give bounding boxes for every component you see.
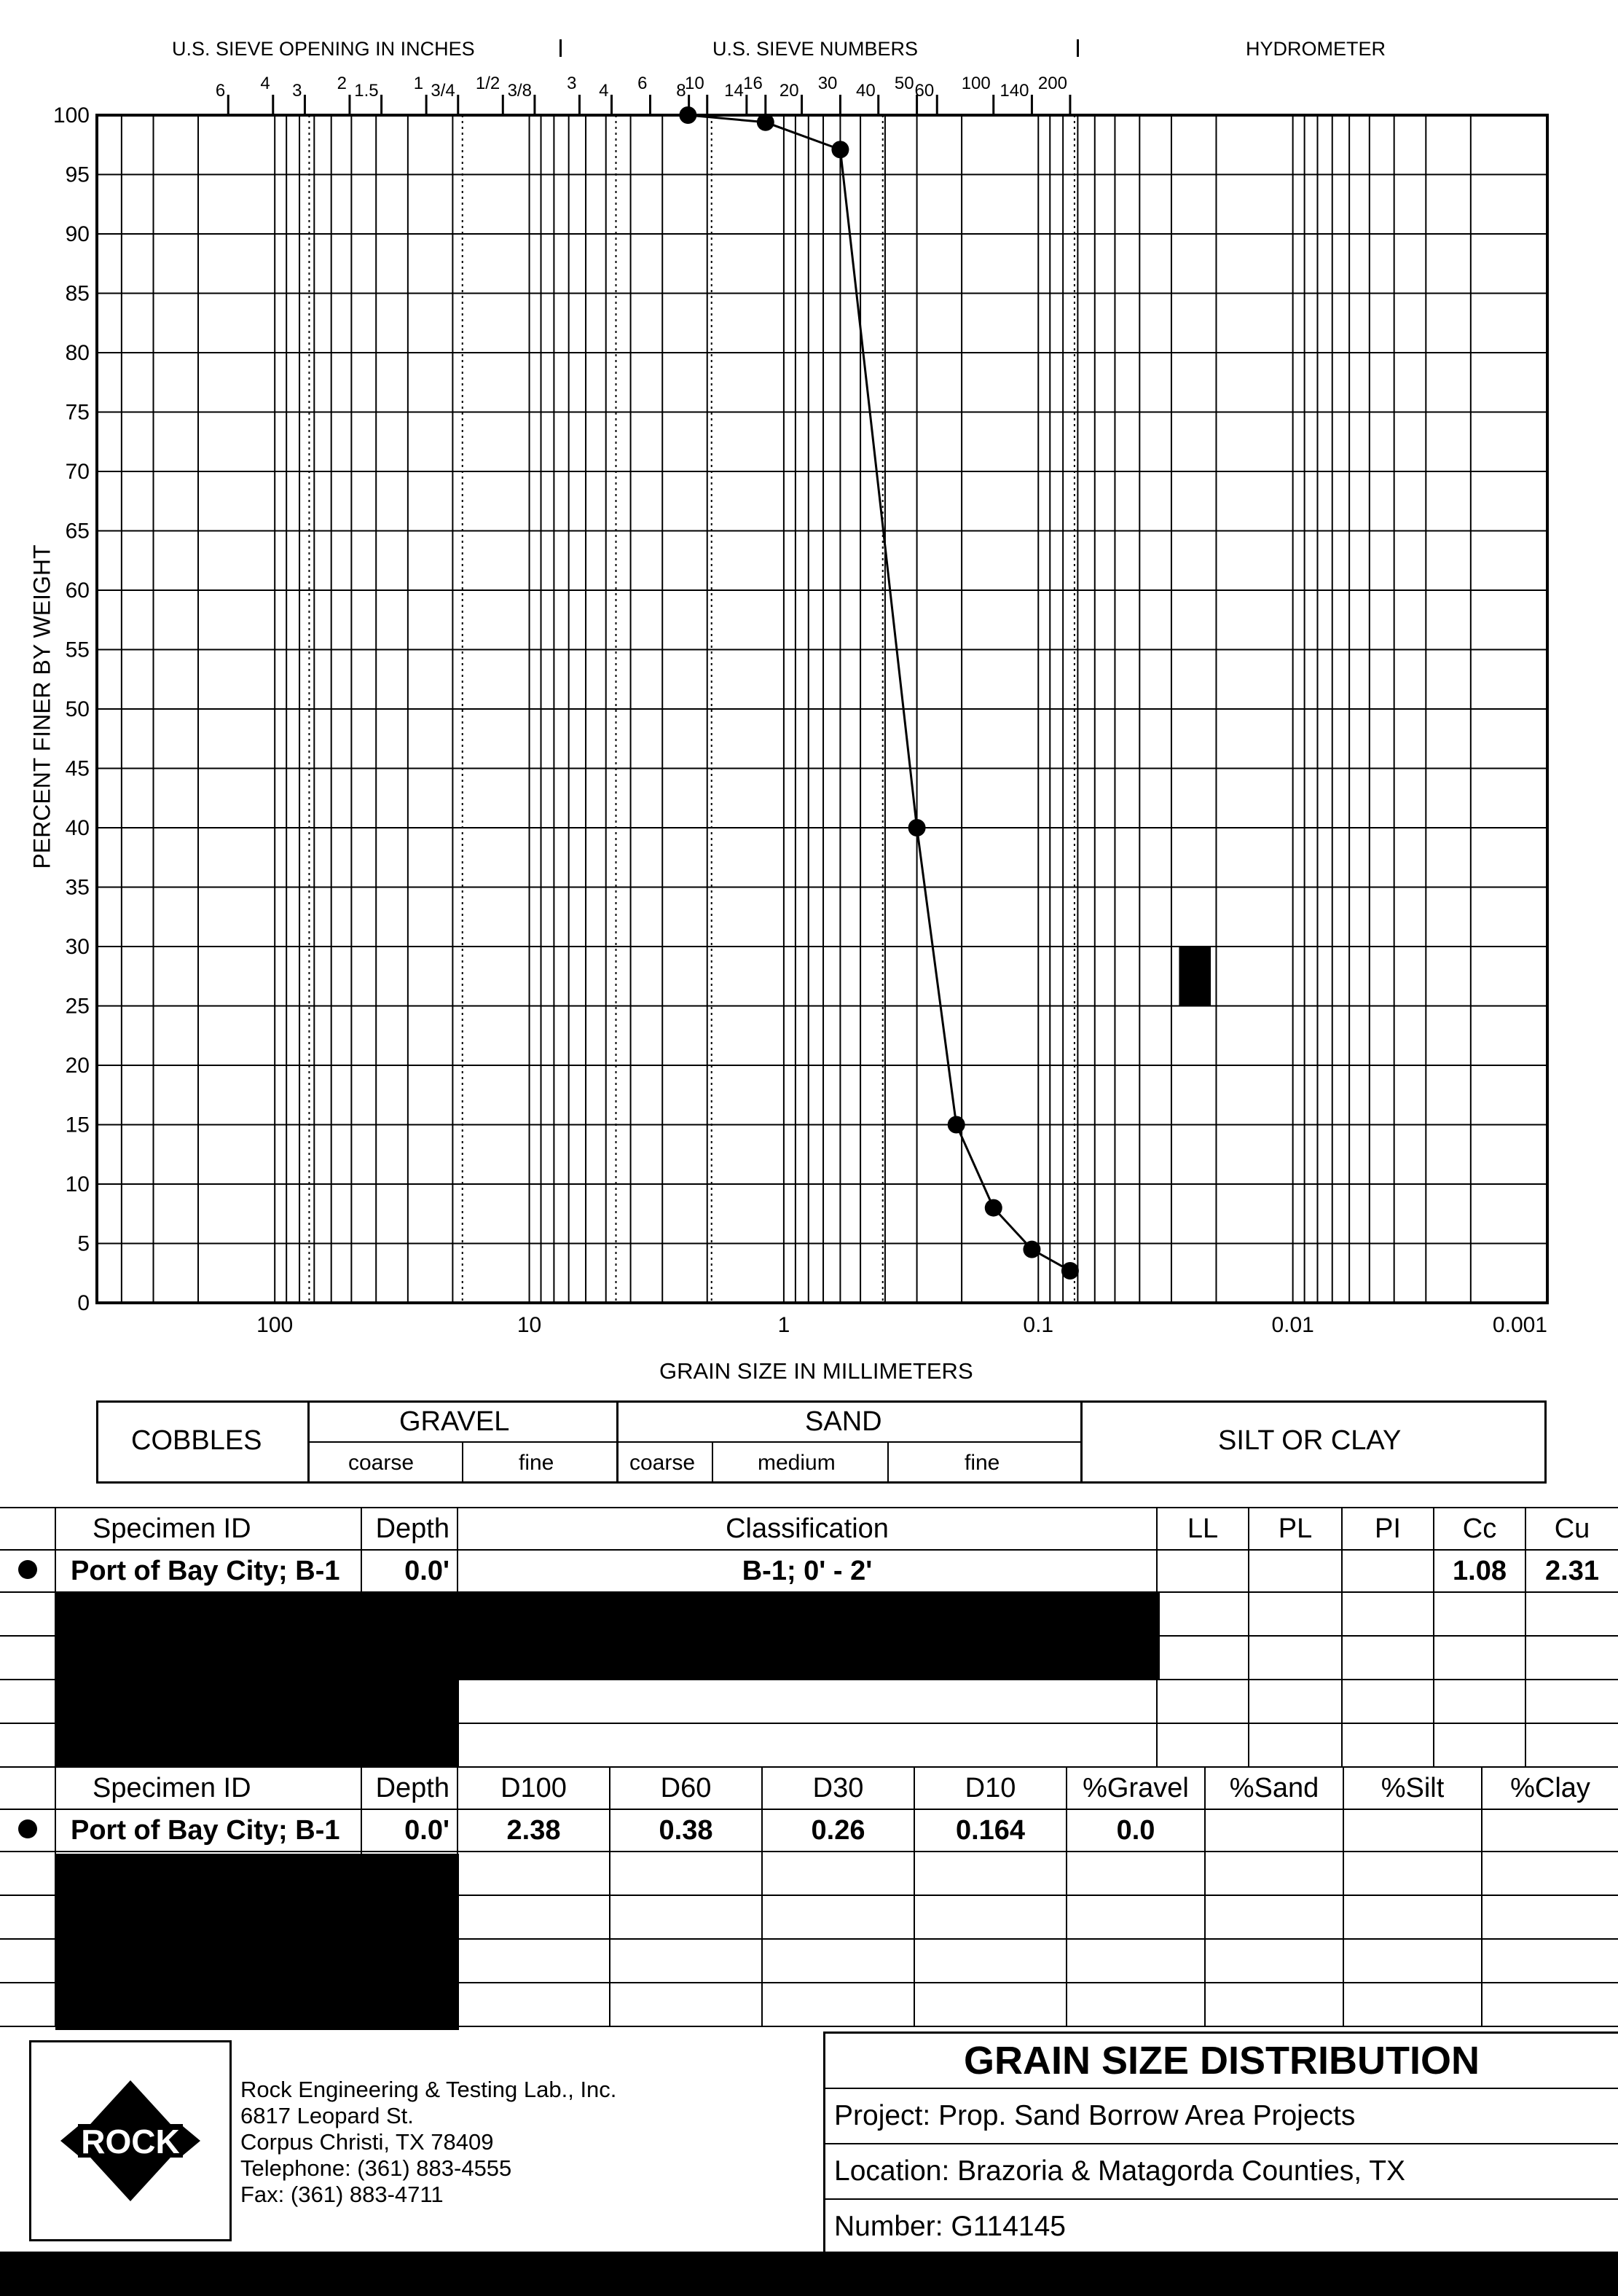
soil-gravel-coarse: coarse	[348, 1451, 415, 1475]
y-tick-label: 90	[65, 222, 90, 246]
sieve-tick-label: 100	[961, 74, 991, 93]
data-point	[1023, 1241, 1040, 1258]
data-point	[679, 106, 696, 124]
redaction-block	[55, 1854, 459, 2030]
sieve-tick-label: 30	[817, 74, 838, 93]
soil-cobbles-label: COBBLES	[131, 1425, 262, 1456]
y-tick-label: 20	[65, 1054, 90, 1078]
sieve-tick-label: 3	[567, 74, 577, 93]
sieve-tick-label: 16	[743, 74, 763, 93]
col-cc: Cc	[1434, 1508, 1525, 1550]
y-tick-label: 25	[65, 994, 90, 1019]
y-tick-label: 50	[65, 697, 90, 721]
chart-redaction-mark	[1179, 947, 1211, 1006]
specimen-marker-icon	[18, 1560, 37, 1579]
x-tick-label: 1	[777, 1313, 790, 1337]
col-d100: D100	[457, 1767, 610, 1809]
table-row: Port of Bay City; B-1 0.0' B-1; 0' - 2' 1.08 2.31	[0, 1550, 1618, 1592]
sieve-tick-label: 10	[685, 74, 704, 93]
y-tick-label: 0	[77, 1291, 90, 1315]
col-classification: Classification	[457, 1508, 1157, 1550]
company-logo	[31, 2042, 229, 2239]
logo-box	[29, 2040, 232, 2241]
x-tick-label: 10	[517, 1313, 542, 1337]
col-depth: Depth	[361, 1767, 457, 1809]
x-axis-label: GRAIN SIZE IN MILLIMETERS	[659, 1358, 973, 1384]
header-hydrometer: HYDROMETER	[1246, 38, 1386, 60]
title-block	[823, 2031, 1618, 2252]
col-ll: LL	[1157, 1508, 1249, 1550]
y-tick-label: 30	[65, 935, 90, 959]
col-depth: Depth	[361, 1508, 457, 1550]
sieve-tick-label: 3/4	[431, 81, 455, 101]
sieve-tick-label: 4	[599, 81, 609, 101]
y-tick-label: 55	[65, 638, 90, 662]
sieve-tick-label: 4	[260, 74, 270, 93]
y-tick-label: 80	[65, 341, 90, 365]
soil-gravel-label: GRAVEL	[399, 1406, 510, 1437]
y-tick-label: 60	[65, 579, 90, 603]
location-row: Location: Brazoria & Matagorda Counties, TX	[825, 2144, 1618, 2200]
soil-gravel-fine: fine	[519, 1451, 554, 1475]
y-axis-label: PERCENT FINER BY WEIGHT	[28, 544, 55, 869]
svg-text:ROCK: ROCK	[81, 2123, 180, 2160]
soil-silt-clay-label: SILT OR CLAY	[1218, 1425, 1402, 1456]
col-specimen-id: Specimen ID	[55, 1767, 361, 1809]
sieve-tick-label: 50	[894, 74, 914, 93]
redaction-block	[55, 1676, 459, 1766]
col-pct-silt: %Silt	[1343, 1767, 1482, 1809]
sieve-tick-label: 3	[292, 81, 302, 101]
y-tick-label: 95	[65, 162, 90, 187]
col-d10: D10	[914, 1767, 1067, 1809]
x-tick-label: 100	[256, 1313, 294, 1337]
y-tick-label: 100	[52, 103, 90, 128]
redaction-block	[55, 1591, 1160, 1680]
soil-sand-label: SAND	[805, 1406, 882, 1437]
y-tick-label: 45	[65, 756, 90, 781]
col-d60: D60	[610, 1767, 762, 1809]
sieve-tick-label: 3/8	[507, 81, 532, 101]
y-tick-label: 5	[77, 1231, 90, 1256]
sieve-tick-label: 2	[337, 74, 347, 93]
data-point	[985, 1199, 1002, 1217]
y-tick-label: 40	[65, 816, 90, 840]
number-row: Number: G114145	[834, 2211, 1066, 2242]
col-pi: PI	[1342, 1508, 1434, 1550]
y-tick-label: 35	[65, 875, 90, 900]
data-point	[1061, 1262, 1079, 1280]
y-tick-label: 75	[65, 400, 90, 425]
project-row: Project: Prop. Sand Borrow Area Projects	[825, 2089, 1618, 2144]
company-info: Rock Engineering & Testing Lab., Inc. 6817 Leopard St. Corpus Christi, TX 78409 Telephone: (361) 883-4555 Fax: (361) 883-4711	[240, 2077, 617, 2207]
y-tick-label: 15	[65, 1113, 90, 1137]
y-tick-label: 70	[65, 460, 90, 484]
y-tick-label: 65	[65, 519, 90, 544]
data-point	[831, 141, 849, 158]
sieve-tick-label: 200	[1037, 74, 1067, 93]
sieve-tick-label: 140	[1000, 81, 1029, 101]
header-sieve-numbers: U.S. SIEVE NUMBERS	[712, 38, 919, 60]
col-pct-clay: %Clay	[1482, 1767, 1618, 1809]
sieve-tick-label: 40	[856, 81, 876, 101]
specimen-marker-icon	[18, 1819, 37, 1838]
col-pct-gravel: %Gravel	[1067, 1767, 1205, 1809]
sieve-tick-label: 14	[724, 81, 744, 101]
sieve-tick-label: 1	[413, 74, 424, 93]
header-sieve-inches: U.S. SIEVE OPENING IN INCHES	[172, 38, 475, 60]
col-pct-sand: %Sand	[1205, 1767, 1343, 1809]
x-tick-label: 0.1	[1023, 1313, 1054, 1337]
data-point	[948, 1116, 965, 1134]
data-point	[757, 114, 774, 131]
col-specimen-id: Specimen ID	[55, 1508, 361, 1550]
col-pl: PL	[1249, 1508, 1342, 1550]
y-tick-label: 10	[65, 1172, 90, 1196]
table-row: Port of Bay City; B-1 0.0' 2.38 0.38 0.26 0.164 0.0	[0, 1809, 1618, 1852]
sieve-tick-label: 6	[637, 74, 648, 93]
sieve-tick-label: 20	[779, 81, 799, 101]
y-tick-label: 85	[65, 281, 90, 306]
sieve-tick-label: 8	[676, 81, 686, 101]
soil-sand-medium: medium	[758, 1451, 836, 1475]
x-tick-label: 0.01	[1271, 1313, 1314, 1337]
sieve-tick-label: 6	[215, 81, 226, 101]
soil-sand-fine: fine	[965, 1451, 1000, 1475]
col-cu: Cu	[1525, 1508, 1618, 1550]
data-series-line	[688, 115, 1070, 1271]
data-point	[908, 819, 926, 836]
col-d30: D30	[762, 1767, 914, 1809]
x-tick-label: 0.001	[1492, 1313, 1547, 1337]
soil-sand-coarse: coarse	[629, 1451, 696, 1475]
sieve-tick-label: 1/2	[475, 74, 500, 93]
sieve-tick-label: 60	[914, 81, 935, 101]
sieve-tick-label: 1.5	[354, 81, 379, 101]
report-title: GRAIN SIZE DISTRIBUTION	[825, 2034, 1618, 2089]
